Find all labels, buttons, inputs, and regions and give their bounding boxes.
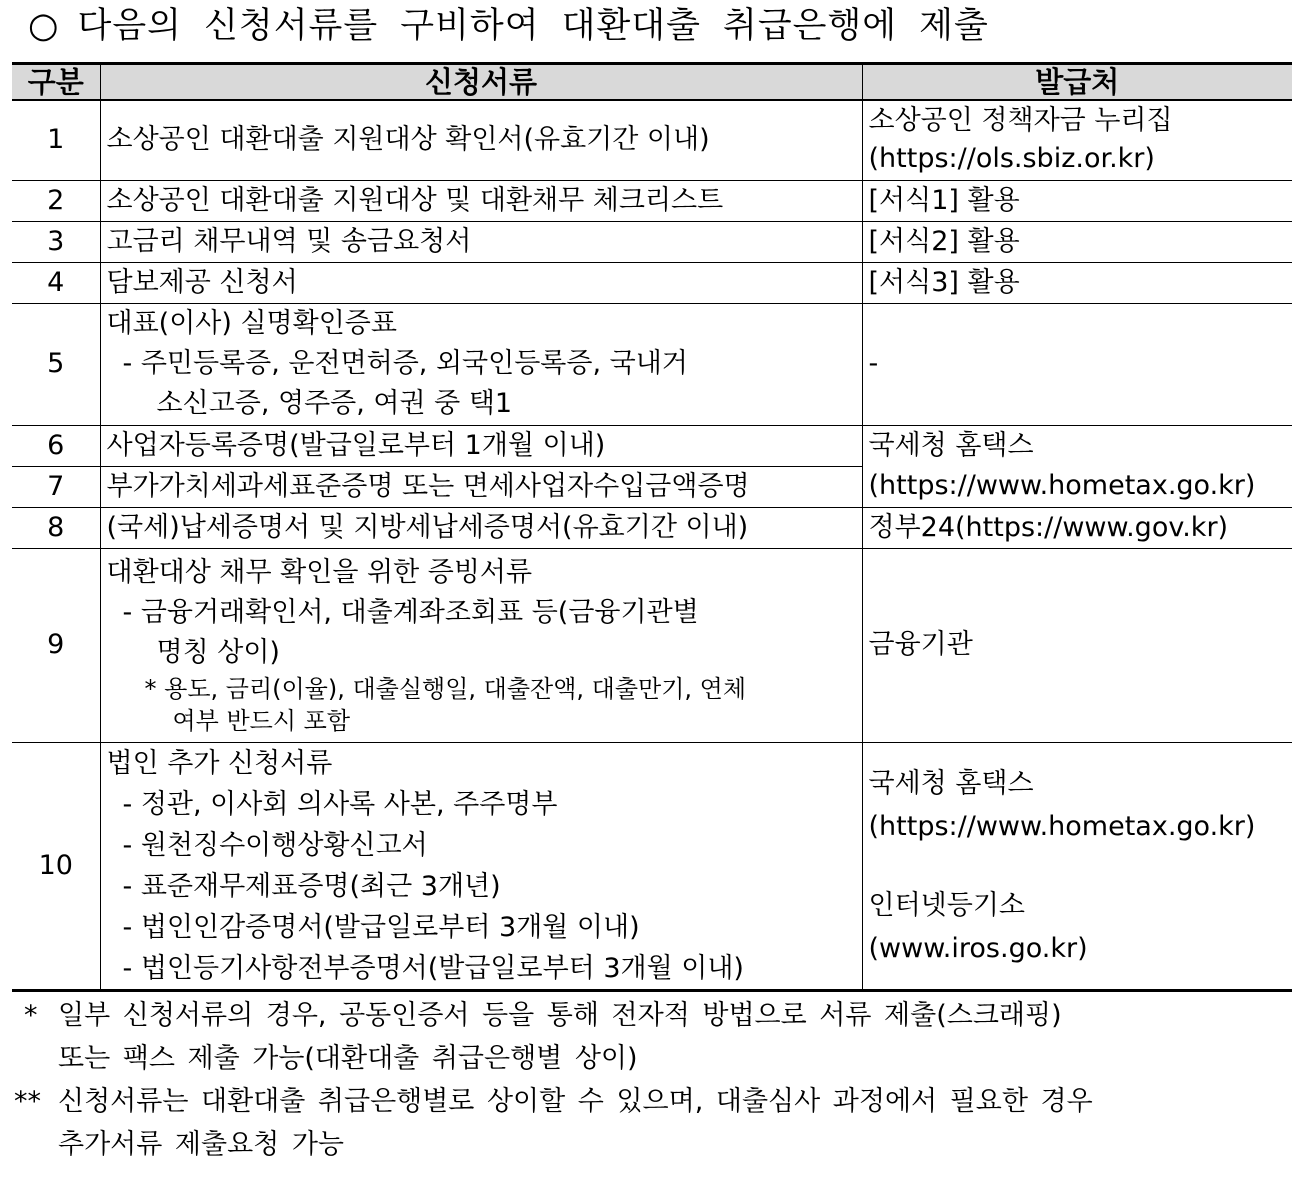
- document-note: 여부 반드시 포함: [172, 707, 351, 735]
- circle-bullet-icon: ○: [28, 6, 60, 46]
- footnote-line: 일부 신청서류의 경우, 공동인증서 등을 통해 전자적 방법으로 서류 제출(스크래핑): [58, 1000, 1062, 1031]
- issuer-cell: [862, 303, 1292, 425]
- section-heading: [28, 0, 989, 52]
- footnote: [14, 1080, 1294, 1166]
- issuer-url: (www.iros.go.kr): [868, 932, 1088, 964]
- table-row: [12, 262, 1292, 303]
- header-issuer: 발급처: [862, 64, 1292, 101]
- document-subline: - 표준재무제표증명(최근 3개년): [122, 870, 501, 902]
- document-subline: 명칭 상이): [156, 637, 280, 668]
- footnote-line: 신청서류는 대환대출 취급은행별로 상이할 수 있으며, 대출심사 과정에서 필요한 경우: [58, 1086, 1093, 1117]
- double-asterisk-mark: **: [14, 1086, 41, 1117]
- document-cell: [100, 742, 862, 990]
- document-line: 부가가치세과세표준증명 또는 면세사업자수입금액증명: [106, 470, 750, 502]
- document-cell: [100, 425, 862, 466]
- row-number: 8: [12, 507, 100, 548]
- document-note: * 용도, 금리(이율), 대출실행일, 대출잔액, 대출만기, 연체: [144, 675, 747, 703]
- issuer-cell: [862, 180, 1292, 221]
- table-row: [12, 100, 1292, 180]
- heading-text: 다음의 신청서류를 구비하여 대환대출 취급은행에 제출: [77, 6, 989, 46]
- issuer-cell: [862, 742, 1292, 990]
- issuer-cell: [862, 507, 1292, 548]
- issuer-line: 인터넷등기소: [868, 889, 1025, 921]
- issuer-url: (https://www.hometax.go.kr): [868, 470, 1256, 501]
- document-line: 대환대상 채무 확인을 위한 증빙서류: [106, 557, 533, 588]
- document-subline: 소신고증, 영주증, 여권 중 택1: [156, 388, 513, 419]
- row-number: 10: [12, 742, 100, 990]
- document-line: 법인 추가 신청서류: [106, 747, 333, 779]
- issuer-cell: [862, 425, 1292, 507]
- document-subline: - 법인인감증명서(발급일로부터 3개월 이내): [122, 911, 640, 943]
- document-subline: - 원천징수이행상황신고서: [122, 829, 428, 861]
- table-row: [12, 221, 1292, 262]
- table-row: [12, 507, 1292, 548]
- document-line: (국세)납세증명서 및 지방세납세증명서(유효기간 이내): [106, 511, 749, 543]
- issuer-url: (https://www.hometax.go.kr): [868, 810, 1256, 842]
- document-subline: - 정관, 이사회 의사록 사본, 주주명부: [122, 788, 558, 820]
- issuer-line: 국세청 홈택스: [868, 767, 1034, 799]
- issuer-line: [서식2] 활용: [868, 225, 1020, 257]
- document-line: 고금리 채무내역 및 송금요청서: [106, 225, 472, 257]
- row-number: 5: [12, 303, 100, 425]
- row-number: 2: [12, 180, 100, 221]
- document-subline: - 주민등록증, 운전면허증, 외국인등록증, 국내거: [122, 348, 688, 379]
- document-line: 담보제공 신청서: [106, 266, 298, 298]
- document-cell: [100, 221, 862, 262]
- documents-table: [12, 62, 1292, 992]
- table-row: [12, 180, 1292, 221]
- header-category: 구분: [12, 64, 100, 101]
- row-number: 4: [12, 262, 100, 303]
- document-cell: [100, 303, 862, 425]
- issuer-cell: [862, 100, 1292, 180]
- asterisk-mark: *: [24, 1000, 38, 1031]
- document-line: 소상공인 대환대출 지원대상 확인서(유효기간 이내): [106, 124, 710, 156]
- document-line: 사업자등록증명(발급일로부터 1개월 이내): [106, 429, 606, 461]
- document-line: 대표(이사) 실명확인증표: [106, 308, 397, 339]
- issuer-line: 소상공인 정책자금 누리집: [868, 105, 1173, 137]
- row-number: 3: [12, 221, 100, 262]
- document-subline: - 법인등기사항전부증명서(발급일로부터 3개월 이내): [122, 952, 744, 984]
- table-row: [12, 742, 1292, 990]
- issuer-line: [서식1] 활용: [868, 184, 1020, 216]
- issuer-cell: [862, 262, 1292, 303]
- document-cell: [100, 548, 862, 742]
- document-cell: [100, 507, 862, 548]
- issuer-cell: [862, 221, 1292, 262]
- table-header-row: [12, 64, 1292, 101]
- document-cell: [100, 180, 862, 221]
- document-cell: [100, 466, 862, 507]
- row-number: 1: [12, 100, 100, 180]
- issuer-line: 정부24(https://www.gov.kr): [868, 511, 1229, 543]
- footnote: [14, 994, 1294, 1080]
- table-row: [12, 425, 1292, 466]
- footnote-line: 또는 팩스 제출 가능(대환대출 취급은행별 상이): [58, 1043, 638, 1074]
- table-row: [12, 548, 1292, 742]
- footnote-line: 추가서류 제출요청 가능: [58, 1129, 344, 1160]
- document-subline: - 금융거래확인서, 대출계좌조회표 등(금융기관별: [122, 597, 699, 628]
- document-cell: [100, 262, 862, 303]
- row-number: 6: [12, 425, 100, 466]
- issuer-line: [서식3] 활용: [868, 266, 1020, 298]
- table-row: [12, 303, 1292, 425]
- row-number: 9: [12, 548, 100, 742]
- issuer-cell: [862, 548, 1292, 742]
- issuer-line: -: [868, 348, 879, 379]
- footnotes: [14, 994, 1294, 1166]
- document-cell: [100, 100, 862, 180]
- document-line: 소상공인 대환대출 지원대상 및 대환채무 체크리스트: [106, 184, 724, 216]
- row-number: 7: [12, 466, 100, 507]
- issuer-line: 금융기관: [868, 629, 973, 660]
- header-documents: 신청서류: [100, 64, 862, 101]
- issuer-url: (https://ols.sbiz.or.kr): [868, 143, 1155, 175]
- issuer-line: 국세청 홈택스: [868, 430, 1034, 461]
